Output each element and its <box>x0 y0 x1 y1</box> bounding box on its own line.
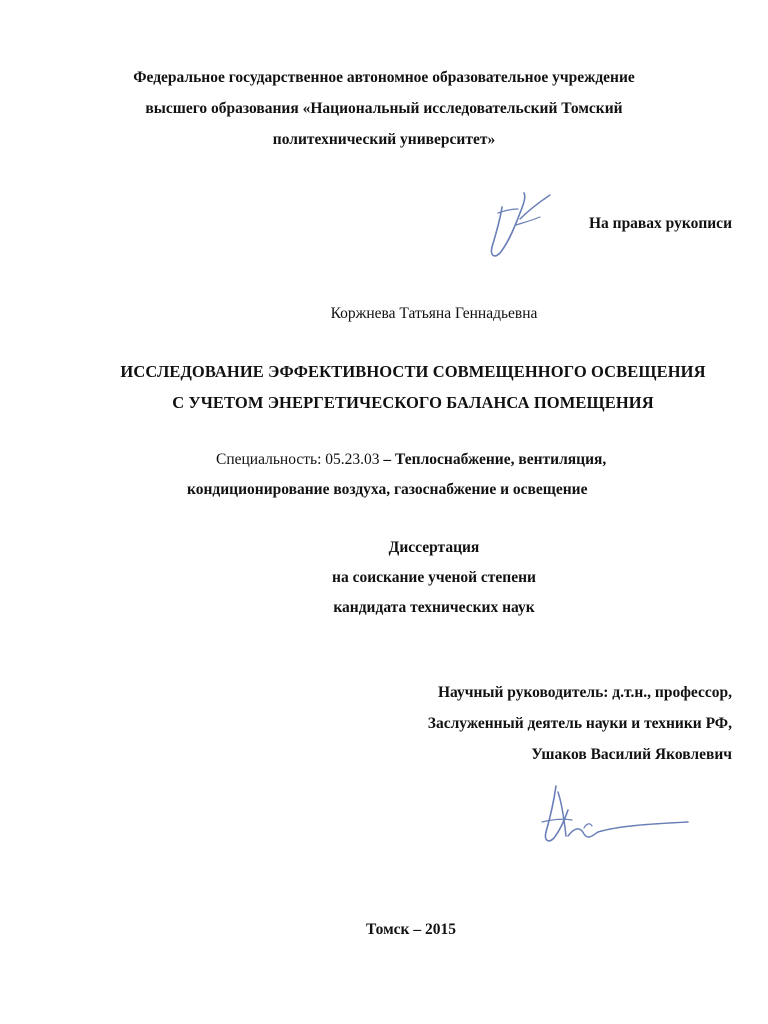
organization-line-1: Федеральное государственное автономное образовательное учреждение <box>133 69 635 86</box>
degree-line-1: на соискание ученой степени <box>332 569 536 586</box>
supervisor-line-2: Заслуженный деятель науки и техники РФ, <box>427 715 732 732</box>
specialty-name-part-1: – Теплоснабжение, вентиляция, <box>379 451 607 468</box>
specialty-line-2: кондиционирование воздуха, газоснабжение и освещение <box>187 481 588 498</box>
dissertation-title-line-1: ИССЛЕДОВАНИЕ ЭФФЕКТИВНОСТИ СОВМЕЩЕННОГО ОСВЕЩЕНИЯ <box>120 362 706 381</box>
organization-line-3: политехнический университет» <box>272 131 496 148</box>
city-year: Томск – 2015 <box>366 921 456 938</box>
supervisor-name: Ушаков Василий Яковлевич <box>531 746 732 763</box>
supervisor-signature-icon <box>528 778 698 868</box>
degree-line-2: кандидата технических наук <box>333 599 535 616</box>
author-name: Коржнева Татьяна Геннадьевна <box>330 305 538 322</box>
author-signature-icon <box>480 183 560 265</box>
supervisor-line-1: Научный руководитель: д.т.н., профессор, <box>437 684 732 701</box>
document-type: Диссертация <box>388 539 480 556</box>
specialty-code: Специальность: 05.23.03 <box>216 451 380 468</box>
specialty-line-1 <box>216 451 606 469</box>
organization-line-2: высшего образования «Национальный исследовательский Томский <box>145 100 623 117</box>
manuscript-note: На правах рукописи <box>588 215 732 232</box>
dissertation-title-line-2: С УЧЕТОМ ЭНЕРГЕТИЧЕСКОГО БАЛАНСА ПОМЕЩЕНИЯ <box>172 393 654 412</box>
